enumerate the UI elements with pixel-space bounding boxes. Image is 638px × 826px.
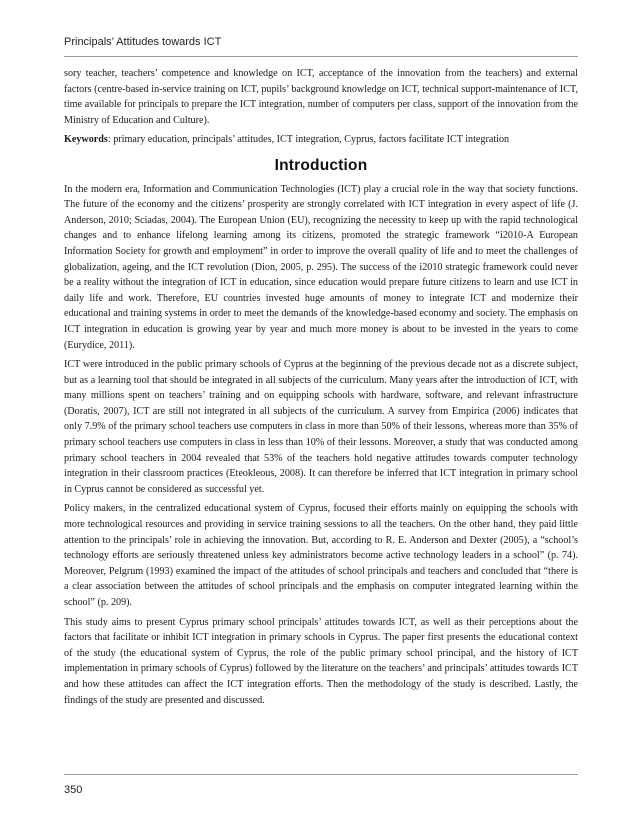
keywords-text: : primary education, principals’ attitudes, ICT integration, Cyprus, factors facilitate ICT integration [107,134,510,146]
body-text [64,66,578,712]
paragraph: This study aims to present Cyprus primary school principals’ attitudes towards ICT, as well as their perceptions about the factors that facilitate or inhibit ICT integration in primary schools in Cyprus. The paper first presents the educational context of the study (the educational system of Cyprus, the role of the public primary school principal, and the history of ICT implementation in primary schools of Cyprus) followed by the literature on the teachers’ and principals’ attitudes towards ICT and how these attitudes can affect the ICT integration efforts. Then the methodology of the study is described. Lastly, the findings of the study are presented and discussed. [64,616,578,706]
paragraph: In the modern era, Information and Communication Technologies (ICT) play a crucial role in the way that society functions. The future of the economy and the citizens’ prosperity are strongly correlated with ICT integration in every aspect of life (J. Anderson, 2010; Sciadas, 2004). The European Union (EU), recognizing the necessity to keep up with the rapid technological changes and to enhance lifelong learning among its citizens, promoted the strategic framework “i2010-A European Information Society for growth and employment” in order to improve the overall quality of life and to meet the challenges of globalization, ageing, and the ICT revolution (Dion, 2005, p. 295). The success of the i2010 strategic framework could never be a reality without the integration of ICT in education, since education would prepare future citizens to learn and use ICT in daily life and work. Therefore, EU countries invested huge amounts of money to integrate ICT and modernize their educational and training systems in order to meet the demands of the knowledge-based economy and society. The emphasis on ICT integration in education is growing year by year and much more money is about to be invested in the years to come (Eurydice, 2011). [64,183,578,351]
header-rule [64,56,578,57]
paragraph: Policy makers, in the centralized educational system of Cyprus, focused their efforts mainly on equipping the schools with more technological resources and providing in service training sessions to all the teachers. On the other hand, they paid little attention to the principals’ role in achieving the innovation. But, according to R. E. Anderson and Dexter (2005), a “school’s technology efforts are seriously threatened unless key administrators become active technology leaders in a school” (p. 74). Moreover, Pelgrum (1993) examined the impact of the attitudes of school principals and teachers and concluded that “there is a clear association between the attitudes of school principals and the emphasis on computer integrated learning within the school” (p. 209). [64,503,578,608]
page-number: 350 [64,784,83,796]
running-head: Principals’ Attitudes towards ICT [64,36,222,48]
keywords-line [64,132,578,148]
section-heading: Introduction [274,156,368,174]
abstract-continuation: sory teacher, teachers’ competence and knowledge on ICT, acceptance of the innovation from the teachers) and external factors (centre-based in-service training on ICT, pupils’ background knowledge on ICT, technical support-maintenance of ICT, time available for principals to prepare the ICT integration, number of computers per class, support of the innovation from the Ministry of Education and Culture). [64,68,578,126]
footer-rule [64,774,578,775]
paragraph: ICT were introduced in the public primary schools of Cyprus at the beginning of the previous decade not as a discrete subject, but as a learning tool that should be integrated in all subjects of the curriculum. Many years after the introduction of ICT, with many millions spent on teachers’ training and on equipping schools with hardware, software, and relevant infrastructure (Doratis, 2007), ICT are still not integrated in all subjects of the curriculum. A survey from Empirica (2006) indicates that only 7.9% of the primary school teachers use computers in class in more than 50% of their lessons, whereas more than 35% of primary school teachers use computers in class in less than 10% of their lessons. Moreover, a study that was conducted among primary school teachers in 2004 revealed that 53% of the teachers hold negative attitudes towards computer technology integration in their classroom practices (Eteokleous, 2008). It can therefore be inferred that ICT integration in primary school in Cyprus cannot be considered as successful yet. [64,359,578,495]
keywords-label: Keywords [64,134,108,146]
